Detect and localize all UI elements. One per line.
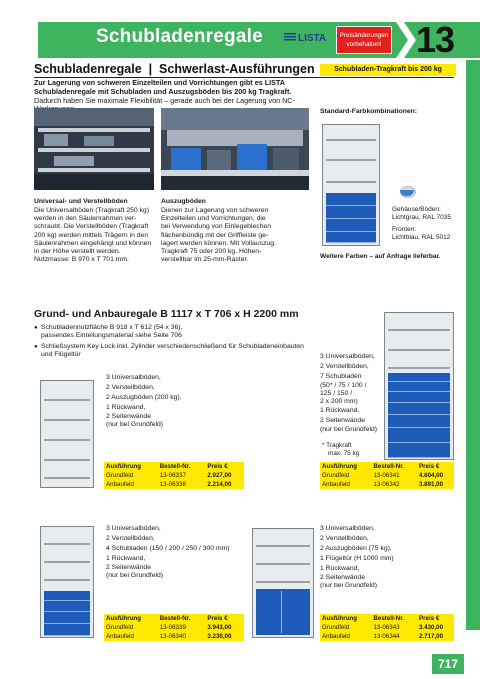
bullet-line: passendes Einteilungsmaterial siehe Seite 706: [41, 332, 182, 339]
spec-line: (nur bei Grundfeld): [106, 572, 164, 579]
door-split: [281, 591, 282, 633]
shelf: [44, 477, 90, 479]
spec-line: 4 Schubladen (150 / 200 / 250 / 300 mm): [106, 545, 230, 552]
col-auszug-heading: Auszugböden: [161, 198, 206, 205]
spec-line: 3 Universalböden,: [320, 525, 375, 532]
shelf: [326, 181, 376, 183]
text-line: Einzelteilen und Vorrichtungen, die: [161, 215, 266, 223]
col-universal: [34, 198, 158, 264]
housing-label: Gehäuse/Böden:: [392, 206, 441, 213]
shelf: [44, 543, 90, 545]
spec-line: 125 / 150 /: [320, 390, 353, 397]
bullet-item: [34, 343, 331, 359]
product-4-specs: [320, 524, 394, 590]
bullet-line: und Flügeltür: [41, 351, 81, 358]
drawer: [44, 591, 90, 601]
drawer: [326, 206, 376, 219]
drawer: [388, 428, 450, 443]
cabinet-product-4: [252, 528, 314, 638]
shelf: [256, 581, 310, 583]
text-line: Säulenrahmen eingehängt und können: [34, 239, 152, 247]
drawer: [388, 403, 450, 415]
color-combo-heading: Standard-Farbkombinationen:: [320, 108, 418, 115]
product-3-specs: [106, 524, 230, 580]
cell: Grundfeld: [322, 472, 350, 479]
shelf: [44, 459, 90, 461]
brand-name: LISTA: [298, 33, 327, 44]
product-1-specs: [106, 373, 182, 429]
cell: Grundfeld: [322, 624, 350, 631]
intro-bold: Zur Lagerung von schweren Einzelteilen und Vorrichtungen gibt es LISTA Schubladenregale mit Schubladen und Auszugsböden bis 200 kg Tragkraft.: [34, 78, 292, 96]
col-header: Bestell-Nr.: [373, 463, 405, 470]
col-header: Preis €: [418, 463, 440, 470]
shelf: [256, 545, 310, 547]
spec-line: (nur bei Grundfeld): [320, 582, 378, 589]
bullet-item: [34, 324, 182, 340]
shelf: [44, 419, 90, 421]
side-color-bar: [466, 60, 480, 630]
text-line: Tragkraft 75 oder 200 kg. Höhen-: [161, 248, 262, 256]
cell: 3.230,00: [207, 633, 232, 640]
shelf: [44, 399, 90, 401]
spec-line: 1 Flügeltür (H 1000 mm): [320, 555, 394, 562]
order-table-1: [104, 462, 244, 489]
drawer: [326, 219, 376, 232]
cell: 4.604,00: [418, 472, 444, 479]
drawer: [326, 193, 376, 206]
photo-universal-shelves: [34, 108, 154, 190]
drawer: [388, 373, 450, 382]
shelf: [388, 349, 450, 351]
spec-line: 1 Rückwand,: [320, 407, 360, 414]
cell: 3.943,00: [207, 624, 232, 631]
cell: 13-06337: [159, 472, 186, 479]
drawer: [44, 601, 90, 612]
housing-value: Lichtgrau, RAL 7035: [392, 214, 452, 222]
spec-line: 3 Universalböden,: [320, 353, 375, 360]
cell: Anbaufeld: [322, 481, 350, 488]
cabinet-product-2: [384, 312, 454, 460]
cell: Anbaufeld: [322, 633, 350, 640]
page-number: 717: [432, 654, 464, 674]
cell: Grundfeld: [106, 472, 134, 479]
shelf: [388, 367, 450, 369]
col-header: Preis €: [207, 463, 228, 470]
cell: 13-06344: [373, 633, 400, 640]
spec-line: 1 Rückwand,: [320, 565, 360, 572]
footnote-line: max. 75 kg: [328, 450, 360, 457]
cell: 13-06343: [373, 624, 400, 631]
price-notice-line1: Preisänderungen: [339, 32, 389, 39]
cell: Anbaufeld: [106, 481, 134, 488]
cell: 2.927,00: [207, 472, 232, 479]
text-line: schraubt. Die Verstellböden (Tragkraft: [34, 223, 149, 231]
spec-line: 2 x 200 mm): [320, 398, 358, 405]
cabinet-door: [256, 589, 310, 635]
text-line: Nutzmasse: B 970 x T 701 mm.: [34, 256, 129, 264]
intro-rest: Dadurch haben Sie maximale Flexibilität – gerade auch bei der Lagerung von NC-: [34, 95, 295, 105]
cell: 13-06341: [373, 472, 400, 479]
front-label: Fronten:: [392, 226, 417, 233]
product-2-specs: [320, 352, 377, 434]
text-line: Dienen zur Lagerung von schweren: [161, 207, 269, 214]
cabinet-product-3: [40, 526, 94, 638]
shelf: [256, 563, 310, 565]
text-line: werden in den Säulenrahmen ver-: [34, 215, 137, 223]
drawer: [388, 415, 450, 428]
cell: 13-06338: [159, 481, 186, 488]
drawer: [388, 392, 450, 403]
spec-line: 2 Seitenwände: [320, 574, 365, 581]
product-2-footnote: [322, 442, 359, 458]
spec-line: 1 Rückwand,: [106, 555, 146, 562]
spec-line: 3 Universalböden,: [106, 374, 161, 381]
chapter-chevron-icon: [396, 22, 416, 58]
spec-line: 2 Seitenwände: [106, 564, 151, 571]
spec-line: 2 Verstellböden,: [320, 363, 369, 370]
front-color-text: [392, 226, 450, 242]
section2-heading: Grund- und Anbauregale B 1117 x T 706 x H 2200 mm: [34, 308, 299, 320]
spec-line: 2 Seitenwände: [320, 417, 365, 424]
cell: 13-06339: [159, 624, 186, 631]
text-line: verstellbar im 25-mm-Raster.: [161, 256, 249, 264]
drawer: [44, 612, 90, 624]
shelf: [44, 439, 90, 441]
footnote-line: * Tragkraft: [322, 442, 352, 449]
tragkraft-badge: Schubladen-Tragkraft bis 200 kg: [320, 64, 456, 76]
spec-line: (nur bei Grundfeld): [106, 421, 164, 428]
text-line: lagert werden können. Mit Vollauszug.: [161, 239, 276, 247]
col-header: Ausführung: [106, 463, 142, 470]
drawer: [388, 443, 450, 458]
spec-line: 2 Verstellböden,: [106, 384, 155, 391]
spec-line: 2 Auszugböden (200 kg),: [106, 394, 182, 401]
text-line: flächenbündig mit der Griffleiste ge-: [161, 231, 269, 239]
bullet-line: ● Schubladennutzfläche B 918 x T 612 (54 x 36),: [41, 324, 183, 331]
cabinet-color-sample: [322, 124, 380, 246]
lista-logo-icon: [284, 33, 296, 41]
col-header: Ausführung: [106, 615, 142, 622]
col-auszug: [161, 198, 311, 264]
price-notice-badge: [336, 26, 392, 54]
order-table-3: [104, 614, 244, 641]
order-table-2: [320, 462, 454, 489]
photo-pullout-shelves: [161, 108, 309, 190]
shelf: [388, 329, 450, 331]
spec-line: (50* / 75 / 100 /: [320, 382, 367, 389]
spec-line: (nur bei Grundfeld): [320, 426, 378, 433]
shelf: [44, 561, 90, 563]
cell: 2.214,00: [207, 481, 232, 488]
col-universal-heading: Universal- und Verstellböden: [34, 198, 128, 205]
cell: Grundfeld: [106, 624, 134, 631]
drawer: [326, 232, 376, 243]
chapter-number: 13: [416, 19, 455, 60]
section-heading: Schubladenregale | Schwerlast-Ausführungen: [34, 62, 315, 76]
col-header: Bestell-Nr.: [159, 463, 191, 470]
text-line: bei Verwendung von Einlegeblechen: [161, 223, 271, 231]
drawer: [388, 382, 450, 392]
spec-line: 1 Rückwand,: [106, 404, 146, 411]
spec-line: 2 Verstellböden,: [106, 535, 155, 542]
shelf: [326, 159, 376, 161]
more-colors-note: Weitere Farben – auf Anfrage lieferbar.: [320, 253, 441, 260]
page-title: Schubladenregale: [96, 26, 263, 47]
cell: 3.891,00: [418, 481, 444, 488]
price-notice-line2: vorbehalten!: [346, 41, 382, 48]
col-header: Preis €: [207, 615, 228, 622]
housing-color-text: [392, 206, 451, 222]
spec-line: 3 Universalböden,: [106, 525, 161, 532]
col-header: Ausführung: [322, 615, 358, 622]
cell: 13-06340: [159, 633, 186, 640]
header-left-gap: [0, 22, 38, 58]
lista-logo: [284, 33, 326, 44]
col-header: Bestell-Nr.: [159, 615, 191, 622]
drawer: [44, 624, 90, 636]
cabinet-product-1: [40, 380, 94, 488]
cell: Anbaufeld: [106, 633, 134, 640]
cell: 3.430,00: [418, 624, 444, 631]
shelf: [44, 579, 90, 581]
bullet-line: ● Schließsystem Key Lock inkl. Zylinder verschiedenschließend für Schubladeneinbauten: [41, 343, 304, 350]
text-line: 200 kg) werden mittels Trägern in den: [34, 231, 149, 239]
col-header: Preis €: [418, 615, 440, 622]
order-table-4: [320, 614, 454, 641]
col-header: Ausführung: [322, 463, 358, 470]
shelf: [326, 139, 376, 141]
cell: 13-06342: [373, 481, 400, 488]
front-value: Lichtblau, RAL 5012: [392, 234, 451, 242]
spec-line: 2 Verstellböden,: [320, 535, 369, 542]
col-header: Bestell-Nr.: [373, 615, 405, 622]
spec-line: 7 Schubladen: [320, 373, 362, 380]
spec-line: 2 Auszugböden (75 kg),: [320, 545, 392, 552]
text-line: Die Universalböden (Tragkraft 250 kg): [34, 207, 149, 214]
cell: 2.717,00: [418, 633, 444, 640]
text-line: in der Höhe verstellt werden.: [34, 248, 121, 256]
spec-line: 2 Seitenwände: [106, 413, 151, 420]
